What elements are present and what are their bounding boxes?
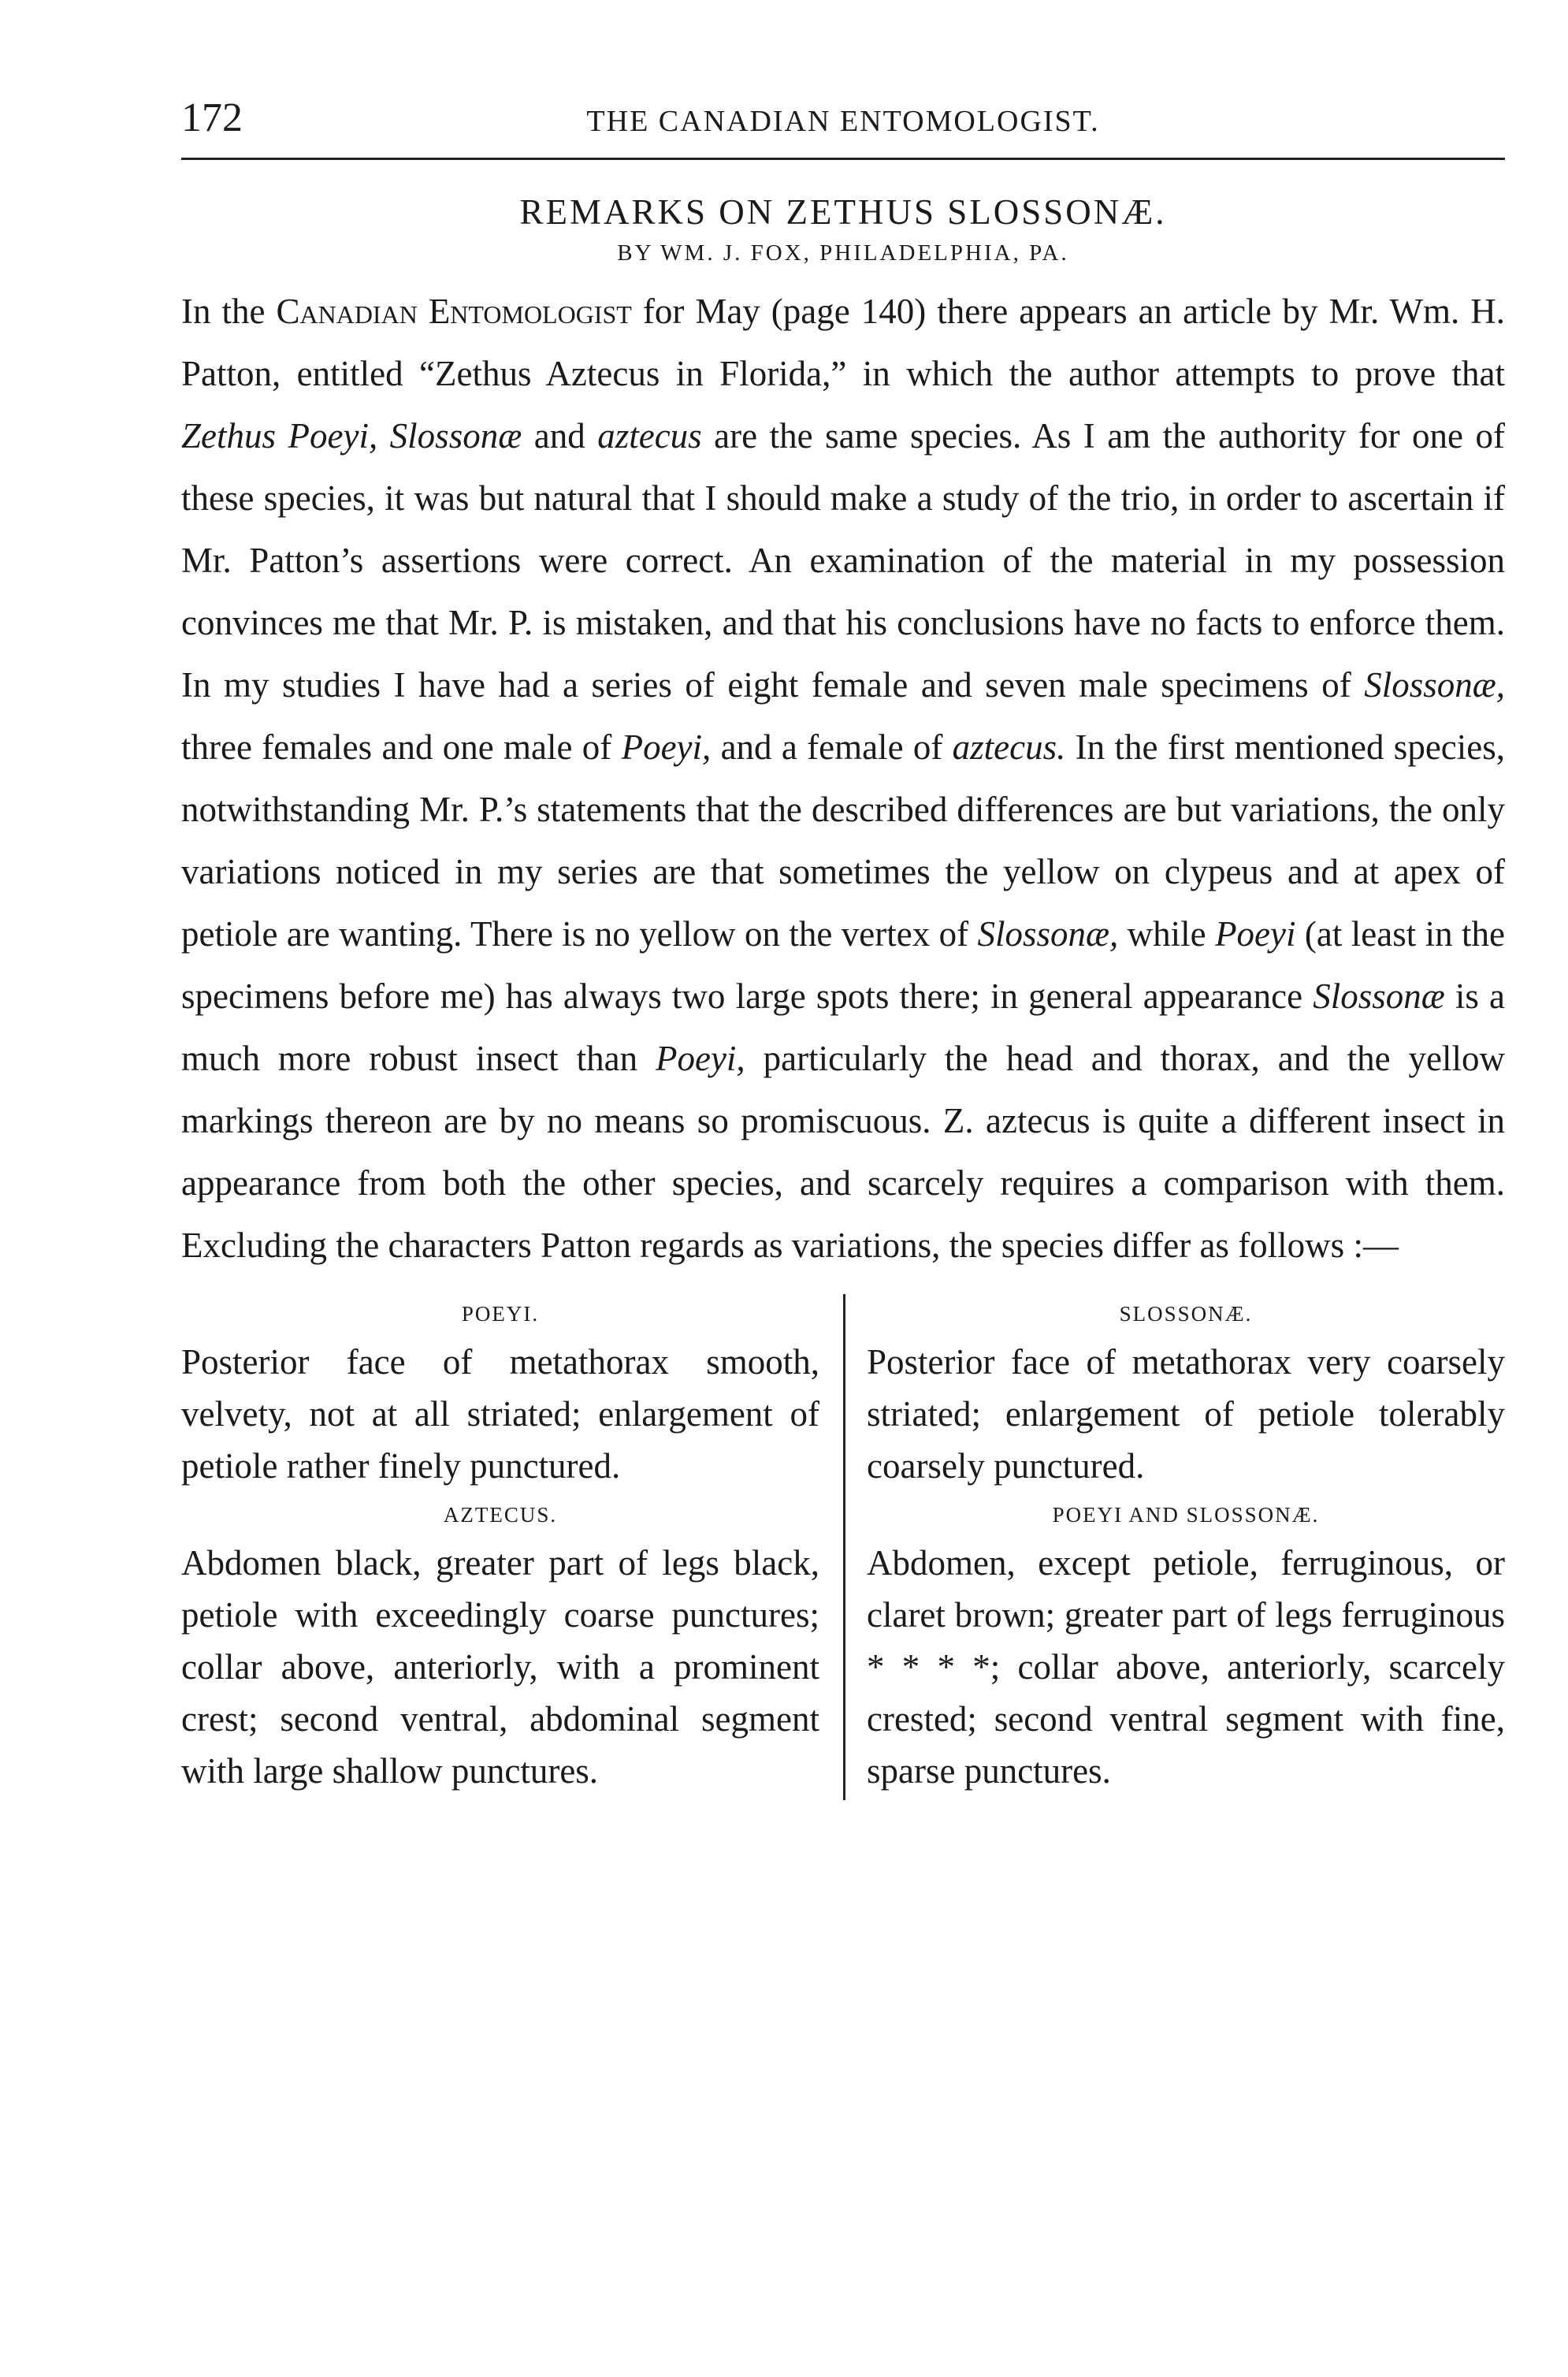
journal-reference: Canadian Entomologist [276,292,632,331]
journal-title: THE CANADIAN ENTOMOLOGIST. [586,105,1100,138]
byline: BY WM. J. FOX, PHILADELPHIA, PA. [617,240,1069,266]
text-run: while [1118,914,1216,954]
running-head [181,95,1505,158]
left-column [181,1294,843,1808]
text-run: three females and one male of [181,727,622,767]
species-name: aztecus. [952,727,1066,767]
header-rule [181,158,1505,160]
text-run: are the same species. As I am the authority for one of these species, it was but natural that I should make a study of the trio, in order to ascertain if Mr. Patton’s assertions were correct. An examination of the material in my possession convinces me that Mr. P. is mistaken, and that his conclusions have no facts to enforce them. In my studies I have had a series of eight female and seven male specimens of [181,416,1505,705]
column-divider [843,1294,845,1800]
text-run: is a much more robust insect than [181,976,1505,1078]
text-run: for May (page 140) there appears an article by Mr. Wm. H. Patton, entitled “Zethus Aztecus in Florida,” in which the author attempts to prove that [181,292,1505,393]
text-run: and [522,416,598,456]
species-name: Slossonæ [1313,976,1445,1016]
column-heading: AZTECUS. [443,1503,558,1527]
page [181,95,1505,1808]
text-run: and a female of [711,727,953,767]
page-number: 172 [181,95,243,140]
text-run: In the [181,292,277,331]
species-name: Zethus Poeyi, Slossonæ [181,416,522,456]
text-run: particularly the head and thorax, and the yellow markings thereon are by no means so promiscuous. Z. aztecus is quite a different insect in appearance from both the other species, and scarcely requires a comparison with them. Excluding the characters Patton regards as variations, the species differ as follows :— [181,1039,1505,1265]
column-heading: POEYI AND SLOSSONÆ. [1052,1503,1320,1527]
column-heading: POEYI. [461,1302,540,1326]
body-paragraph [181,281,1505,1277]
species-name: Slossonæ, [1364,665,1505,705]
species-name: Poeyi [1215,914,1296,954]
text-run: (at least in the specimens before me) has always two large spots there; in general appearance [181,914,1505,1016]
column-text: Abdomen black, greater part of legs black, petiole with exceedingly coarse punctures; collar above, anteriorly, with a prominent crest; second ventral, abdominal segment with large shallow punctures. [181,1543,819,1791]
species-name: Slossonæ, [977,914,1119,954]
species-name: Poeyi, [656,1039,745,1078]
column-text: Posterior face of metathorax smooth, velvety, not at all striated; enlargement of petiole rather finely punctured. [181,1342,819,1486]
right-column [843,1294,1505,1808]
column-text: Abdomen, except petiole, ferruginous, or claret brown; greater part of legs ferruginous * * * *; collar above, anteriorly, scarcely crested; second ventral segment with fine, sparse punctures. [867,1543,1505,1791]
text-run: In the first mentioned species, notwithstanding Mr. P.’s statements that the described differences are but variations, the only variations noticed in my series are that sometimes the yellow on clypeus and at apex of petiole are wanting. There is no yellow on the vertex of [181,727,1505,954]
species-name: aztecus [597,416,702,456]
column-text: Posterior face of metathorax very coarsely striated; enlargement of petiole tolerably coarsely punctured. [867,1342,1505,1486]
column-heading: SLOSSONÆ. [1119,1302,1253,1326]
species-name: Poeyi, [621,727,712,767]
comparison-columns [181,1294,1505,1808]
article-title: REMARKS ON ZETHUS SLOSSONÆ. [519,192,1167,232]
